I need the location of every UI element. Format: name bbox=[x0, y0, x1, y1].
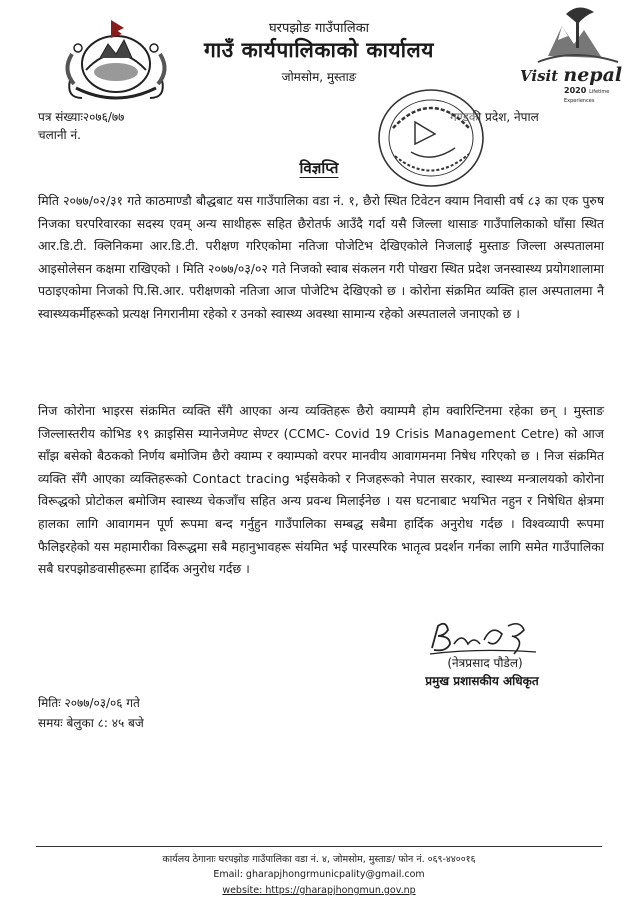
office-title: गाउँ कार्यपालिकाको कार्यालय bbox=[204, 38, 434, 62]
issue-date bbox=[38, 694, 140, 711]
date-label: मितिः bbox=[38, 696, 61, 710]
footer-divider bbox=[36, 846, 602, 847]
province-name: गण्डकी प्रदेश, नेपाल bbox=[450, 110, 539, 124]
dispatch-number: चलानी नं. bbox=[38, 128, 81, 142]
reference-value: २०७६/७७ bbox=[82, 110, 125, 124]
footer-website-link[interactable]: website: https://gharapjhongmun.gov.np bbox=[222, 885, 416, 896]
year-text: 2020 bbox=[564, 86, 587, 95]
municipality-name: घरपझोङ गाउँपालिका bbox=[268, 21, 370, 36]
nepal-text: nepal bbox=[563, 64, 623, 86]
notice-title-text: विज्ञप्ति bbox=[299, 159, 339, 177]
paragraph-1: मिति २०७७/०२/३१ गते काठमाण्डौ बौद्धबाट यस गाउँपालिका वडा नं. १, छैरो स्थित टिवेटन क्याम निवासी वर्ष ८३ का एक पुरुष निजका घरपरिवारका सदस्य एवम् अन्य साथीहरू सहित छैरोतर्फ आउँदै गर्दा यसै जिल्ला थासाङ गाउँपालिकाको घाँसा स्थित आर.डि.टी. क्लिनिकमा आर.डि.टी. परीक्षण गरिएकोमा नतिजा पोजेटिभ देखिएकोले निजलाई मुस्ताङ जिल्ला अस्पतालमा आइसोलेसन कक्षमा राखिएको । मिति २०७७/०३/०२ गते निजको स्वाब संकलन गरी पोखरा स्थित प्रदेश जनस्वास्थ्य प्रयोगशालामा पठाइएकोमा निजको पि.सि.आर. परीक्षणको नतिजा आज पोजेटिभ देखिएको छ । कोरोना संक्रमित व्यक्ति हाल अस्पतालमा नै स्वास्थ्यकर्मीहरूको प्रत्यक्ष निगरानीमा रहेको र उनको स्वास्थ्य अवस्था सामान्य रहेको अस्पतालले जनाएको छ । bbox=[38, 193, 604, 321]
footer-address: कार्यलय ठेगानाः घरपझोङ गाउँपालिका वडा नं. ४, जोमसोम, मुस्ताङ/ फोन नं. ०६९-४४००१६ bbox=[162, 854, 476, 865]
reference-label: पत्र संख्याः bbox=[38, 110, 83, 124]
time-value: बेलुका ८: ४५ बजे bbox=[66, 716, 144, 730]
office-address: जोमसोम, मुस्ताङ bbox=[281, 70, 357, 84]
visit-text: Visit bbox=[520, 67, 559, 85]
footer-email[interactable]: Email: gharapjhongrmunicpality@gmail.com bbox=[213, 869, 425, 880]
date-value: २०७७/०३/०६ गते bbox=[64, 696, 140, 710]
paragraph-2: निज कोरोना भाइरस संक्रमित व्यक्ति सँगै आएका अन्य व्यक्तिहरू छैरो क्याम्पमै होम क्वारिन्टिनमा रहेका छन् । मुस्ताङ जिल्लास्तरीय कोभिड १९ क्राइसिस म्यानेजमेण्ट सेण्टर (CCMC- Covid 19 Crisis Management Cetre) को आज साँझ बसेको बैठकको निर्णय बमोजिम छैरो क्याम्प र क्याम्पको वरपर मानवीय आवागमनमा निषेध गरिएको छ । निज संक्रमित व्यक्ति सँगै आएका व्यक्तिहरूको Contact tracing भईसकेको र निजहरूको नेपाल सरकार, स्वास्थ्य मन्त्रालयको कोरोना विरूद्धको प्रोटोकल बमोजिम स्वास्थ्य चेकजाँच सहित अन्य प्रवन्ध मिलाईनेछ । यस घटनाबाट भयभित नहुन र निषेधित क्षेत्रमा हालका लागि आवागमन पूर्ण रूपमा बन्द गर्नुहुन गाउँपालिका सम्बद्ध सबैमा हार्दिक अनुरोध गर्दछ । विश्वव्यापी रूपमा फैलिइरहेको यस महामारीका विरूद्धमा सबै महानुभावहरू संयमित भई पारस्परिक भातृत्व प्रदर्शन गर्नका लागि समेत गाउँपालिका सबै घरपझोङवासीहरूमा हार्दिक अनुरोध गर्दछ । bbox=[38, 403, 604, 577]
tagline-text: Lifetime Experiences bbox=[564, 89, 610, 104]
issue-time bbox=[38, 714, 144, 731]
signer-name: (नेत्रप्रसाद पौडेल) bbox=[447, 656, 523, 670]
notice-title bbox=[0, 158, 638, 178]
signature-icon bbox=[428, 618, 540, 658]
reference-number bbox=[38, 108, 124, 125]
time-label: समयः bbox=[38, 716, 63, 730]
signer-designation: प्रमुख प्रशासकीय अधिकृत bbox=[425, 674, 539, 688]
